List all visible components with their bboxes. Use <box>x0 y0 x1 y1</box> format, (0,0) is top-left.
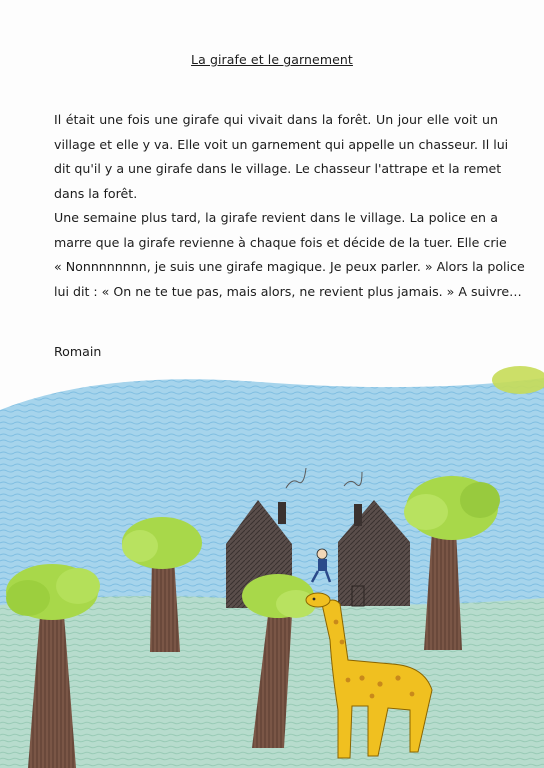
story-line: Il était une fois une girafe qui vivait dans la forêt. Un jour elle voit un <box>54 112 498 127</box>
story-line: dit qu'il y a une girafe dans le village. Le chasseur l'attrape et la remet <box>54 161 502 176</box>
story-line: dans la forêt. <box>54 185 138 201</box>
story-line: lui dit : « On ne te tue pas, mais alors, ne revient plus jamais. » A suivre… <box>54 283 522 299</box>
crayon-drawing <box>0 360 544 768</box>
author-name: Romain <box>54 344 102 359</box>
story-line: Une semaine plus tard, la girafe revient dans le village. La police en a <box>54 210 498 225</box>
story-title: La girafe et le garnement <box>191 52 353 67</box>
story-text <box>54 108 525 304</box>
story-line: « Nonnnnnnnn, je suis une girafe magique. Je peux parler. » Alors la police <box>54 259 525 274</box>
story-line: marre que la girafe revienne à chaque fois et décide de la tuer. Elle crie <box>54 234 507 250</box>
story-line: village et elle y va. Elle voit un garnement qui appelle un chasseur. Il lui <box>54 136 509 152</box>
